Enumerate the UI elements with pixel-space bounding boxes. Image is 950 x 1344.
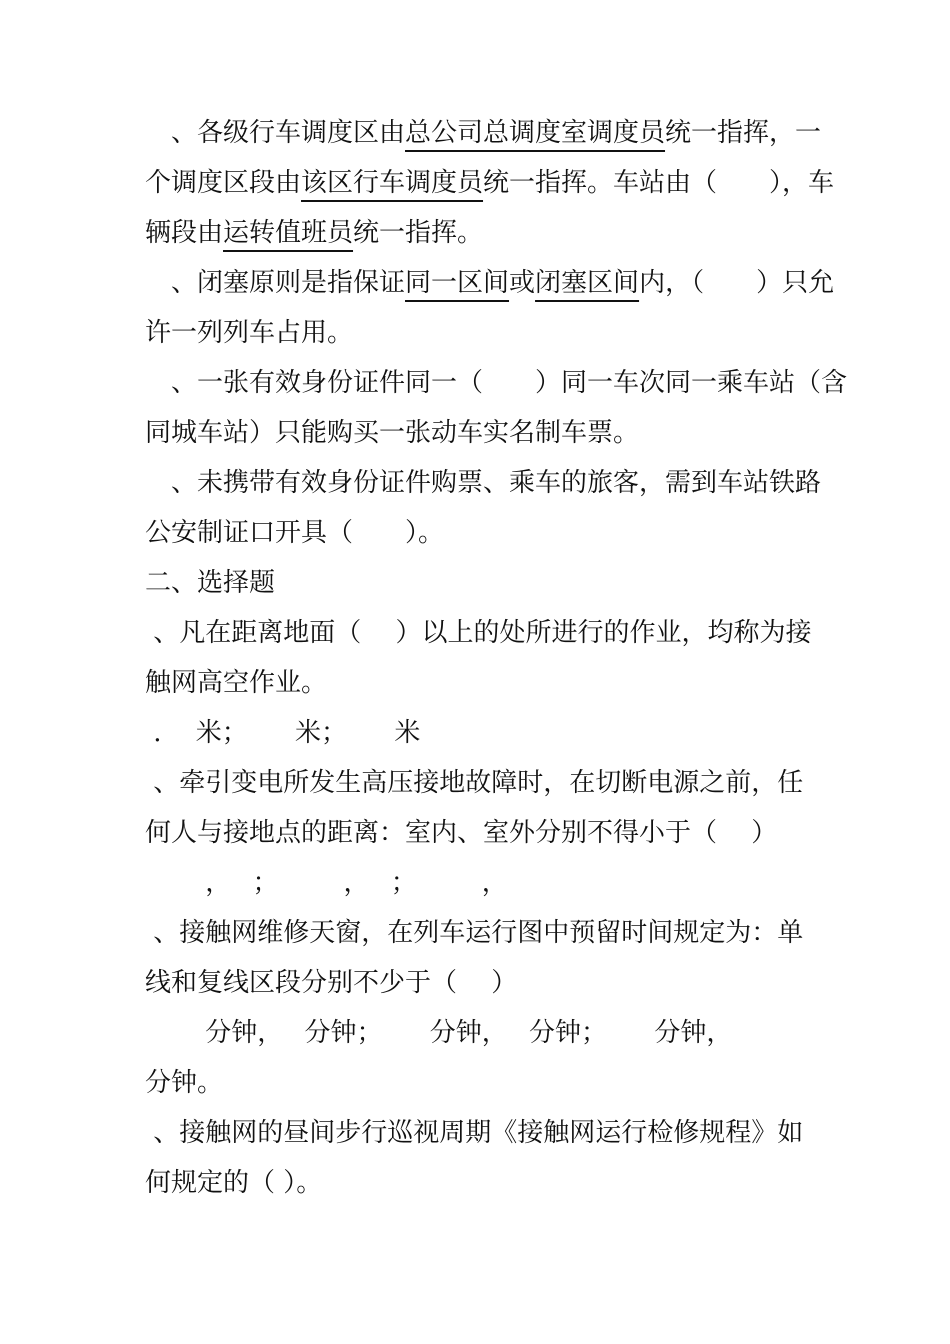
choice-q4-line2: 何规定的（ ）。 xyxy=(145,1168,323,1198)
choice-q2-options: ， ； ， ； ， xyxy=(145,868,508,898)
section-title: 二、选择题 xyxy=(145,568,276,598)
text: 统一指挥。车站由（ ），车 xyxy=(483,168,835,198)
text: 统一指挥，一 xyxy=(665,118,822,148)
fill-q4-line2: 公安制证口开具（ ）。 xyxy=(145,518,445,548)
fill-q1-line2 xyxy=(145,166,835,200)
underlined-answer: 总公司总调度室调度员 xyxy=(405,118,666,148)
fill-q1-line3 xyxy=(145,216,815,250)
fill-q3-line1: 、一张有效身份证件同一（ ）同一车次同一乘车站（含 xyxy=(145,368,848,398)
fill-q3-line2: 同城车站）只能购买一张动车实名制车票。 xyxy=(145,418,640,448)
choice-q1-options: . 米； 米； 米 xyxy=(145,718,421,748)
fill-q1-line1 xyxy=(145,116,822,150)
fill-q4-line1: 、未携带有效身份证件购票、乘车的旅客，需到车站铁路 xyxy=(145,468,822,498)
underlined-answer: 运转值班员 xyxy=(223,218,354,248)
text: 、各级行车调度区由 xyxy=(145,118,406,148)
choice-q3-line2: 线和复线区段分别不少于（ ） xyxy=(145,968,518,998)
choice-q3-line1: 、接触网维修天窗，在列车运行图中预留时间规定为：单 xyxy=(145,918,804,948)
fill-q2-line1 xyxy=(145,266,835,300)
choice-q3-options-cont: 分钟。 xyxy=(145,1068,224,1098)
choice-q2-line2: 何人与接地点的距离：室内、室外分别不得小于（ ） xyxy=(145,818,778,848)
text: 辆段由 xyxy=(145,218,224,248)
fill-q2-line2: 许一列列车占用。 xyxy=(145,318,354,348)
choice-q1-line2: 触网高空作业。 xyxy=(145,668,328,698)
text: 内，（ ）只允 xyxy=(639,268,835,298)
underlined-answer: 该区行车调度员 xyxy=(301,168,484,198)
text: 统一指挥。 xyxy=(353,218,484,248)
choice-q1-line1: 、凡在距离地面（ ）以上的处所进行的作业，均称为接 xyxy=(145,618,812,648)
choice-q3-options: 分钟， 分钟； 分钟， 分钟； 分钟， xyxy=(145,1018,733,1048)
text: 个调度区段由 xyxy=(145,168,302,198)
text: 、闭塞原则是指保证 xyxy=(145,268,406,298)
choice-q2-line1: 、牵引变电所发生高压接地故障时，在切断电源之前，任 xyxy=(145,768,804,798)
text: 或 xyxy=(509,268,536,298)
underlined-answer: 同一区间 xyxy=(405,268,510,298)
underlined-answer: 闭塞区间 xyxy=(535,268,640,298)
choice-q4-line1: 、接触网的昼间步行巡视周期《接触网运行检修规程》如 xyxy=(145,1118,804,1148)
